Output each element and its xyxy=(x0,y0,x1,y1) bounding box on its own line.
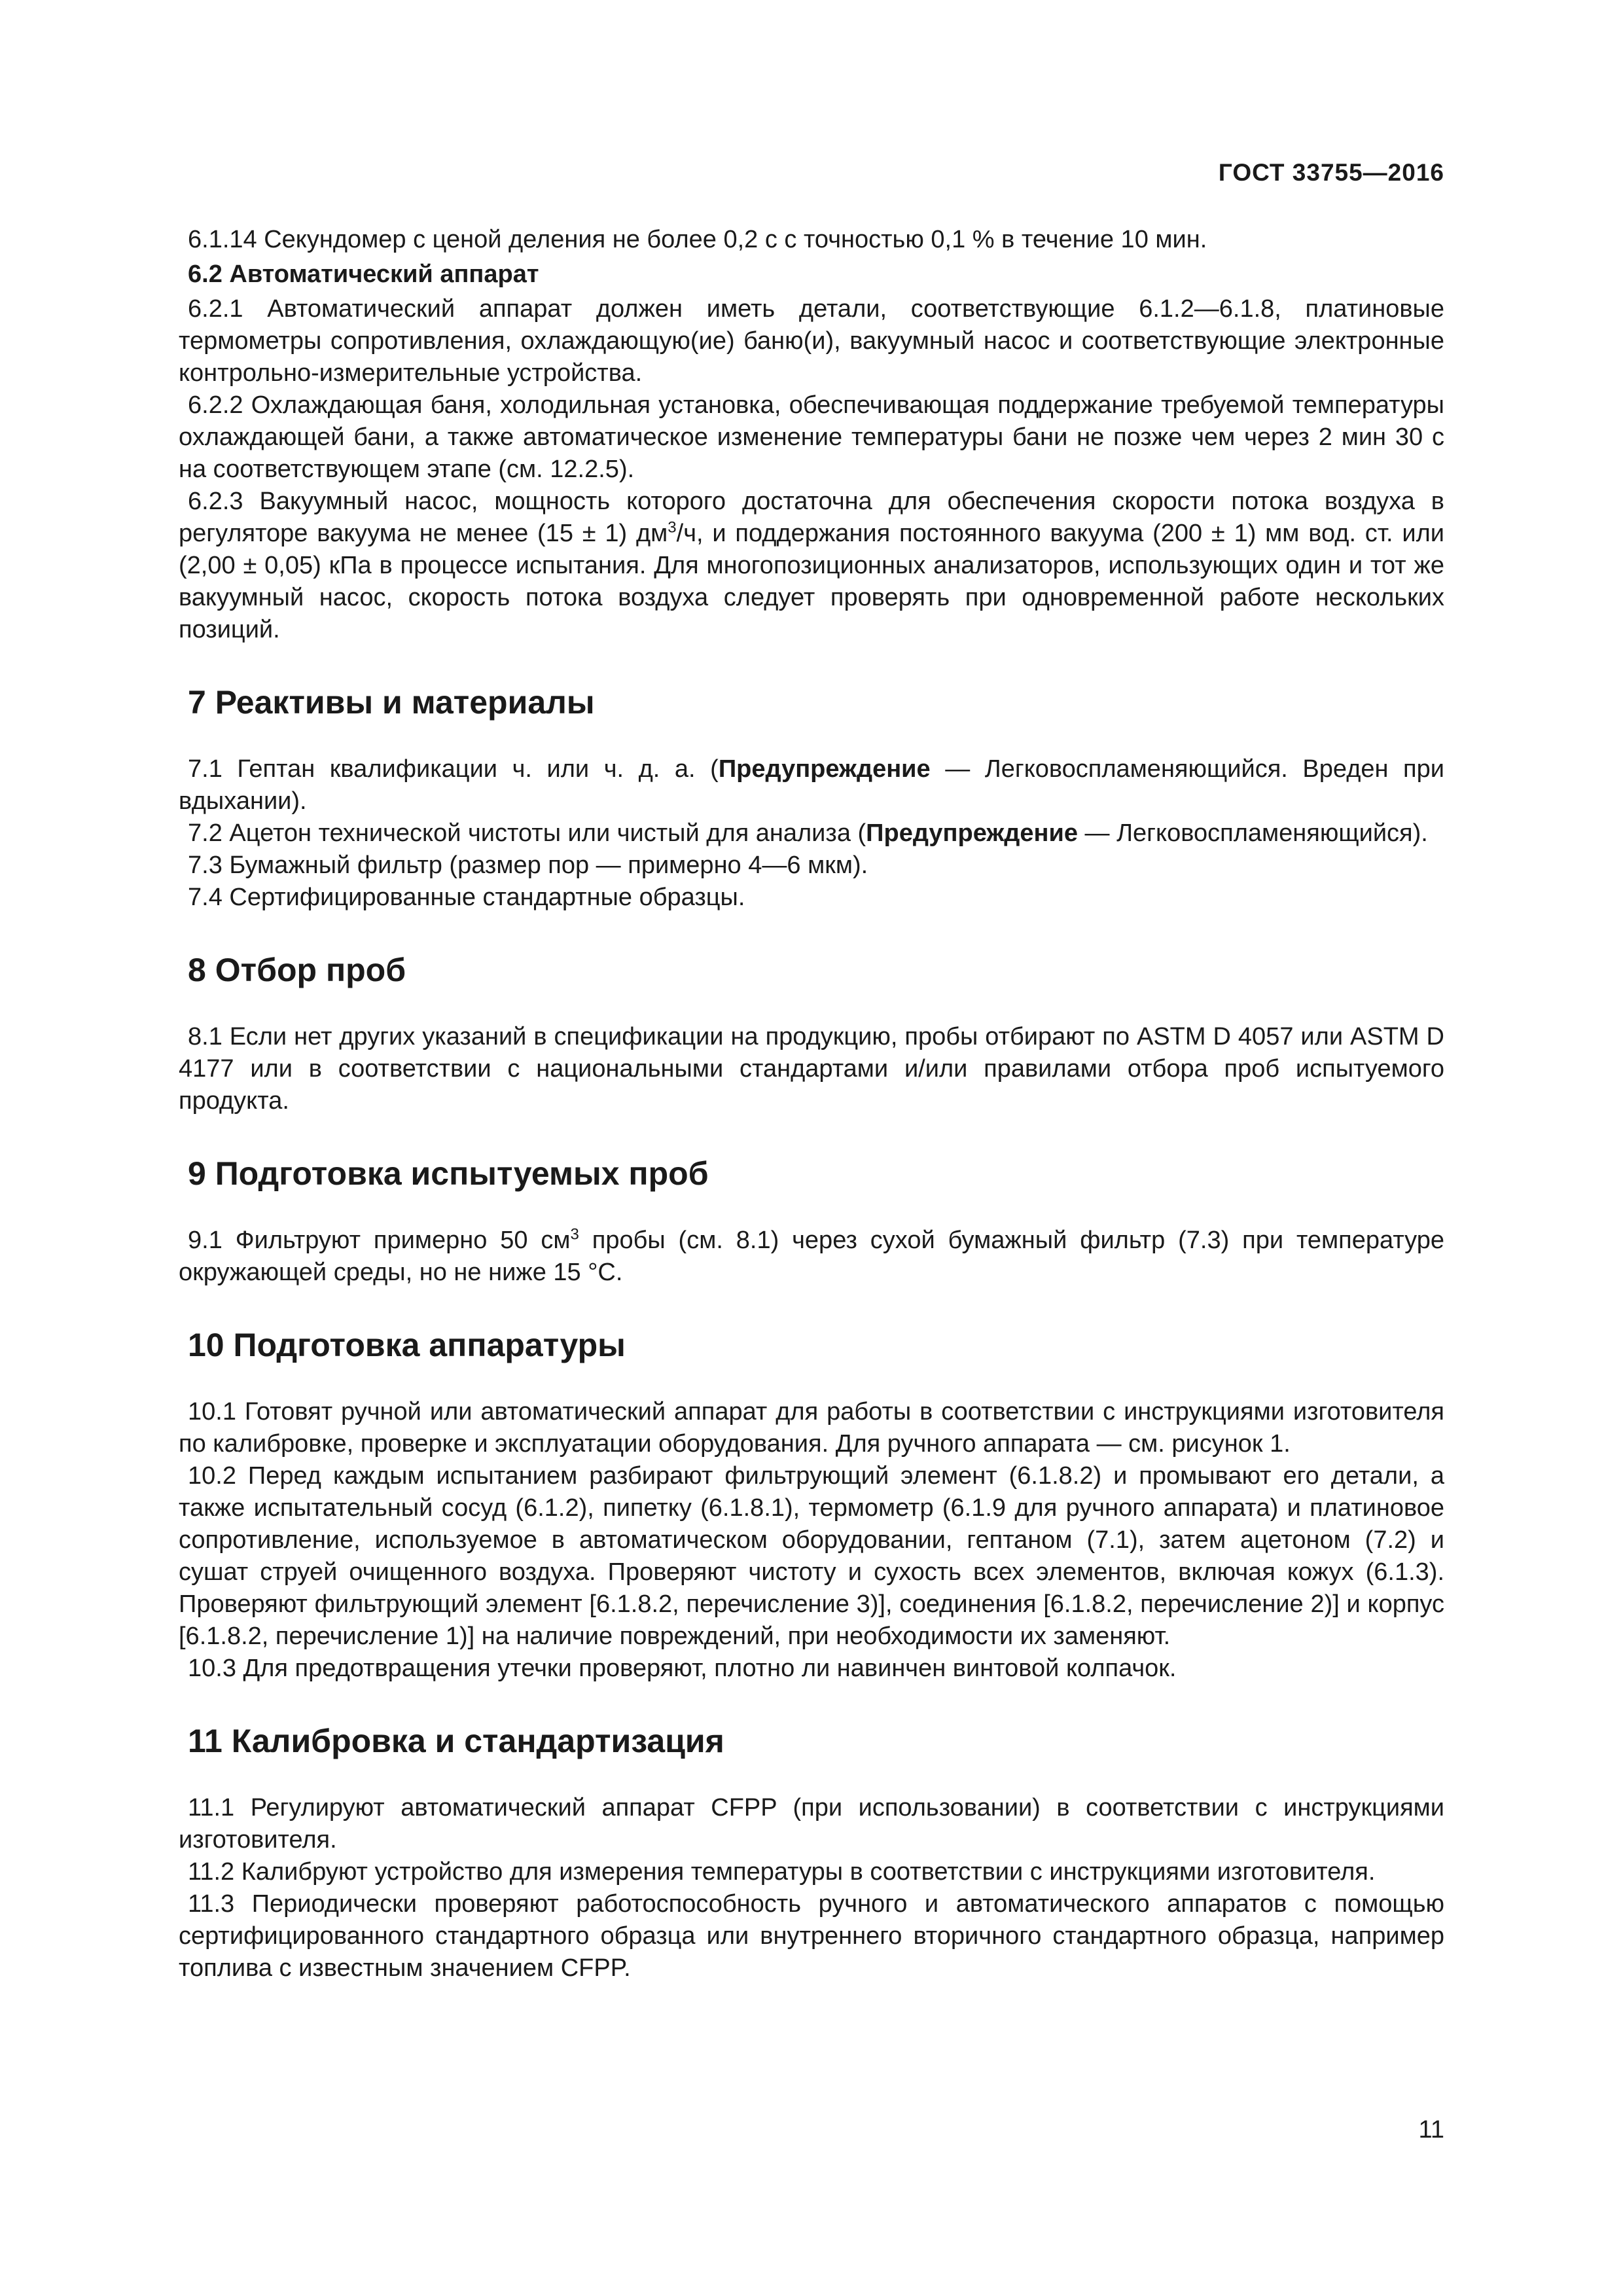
subsection-heading-6-2: 6.2 Автоматический аппарат xyxy=(188,260,539,288)
paragraph-6-2-3-part-b: /ч, и поддержания постоянного вакуума (200 ± 1) мм вод. ст. или (2,00 ± 0,05) кПа в процессе испытания. Для многопозиционных анализаторов, использующих один и тот же вакуумный насос, скорость потока воздуха следует проверять при одновременной работе нескольких позиций. xyxy=(179,520,1444,643)
superscript-cubic: 3 xyxy=(570,1225,579,1244)
paragraph-11-3: 11.3 Периодически проверяют работоспособность ручного и автоматического аппаратов с помощью сертифицированного стандартного образца или внутреннего вторичного стандартного образца, например топлива с известным значением CFPP. xyxy=(179,1890,1444,1982)
section-title-11: 11 Калибровка и стандартизация xyxy=(188,1723,724,1759)
paragraph-11-1: 11.1 Регулируют автоматический аппарат CFPP (при использовании) в соответствии с инструкциями изготовителя. xyxy=(179,1794,1445,1854)
section-title-9: 9 Подготовка испытуемых проб xyxy=(188,1155,709,1192)
paragraph-10-3: 10.3 Для предотвращения утечки проверяют, плотно ли навинчен винтовой колпачок. xyxy=(188,1655,1177,1682)
paragraph-6-2-3-part-a: 6.2.3 Вакуумный насос, мощность которого достаточна для обеспечения скорости потока воздуха в регуляторе вакуума не менее (15 ± 1) дм xyxy=(179,488,1444,547)
warning-label: Предупреждение xyxy=(866,819,1078,847)
paragraph-8-1: 8.1 Если нет других указаний в спецификации на продукцию, пробы отбирают по ASTM D 4057 или ASTM D 4177 или в соответствии с национальными стандартами и/или правилами отбора проб испытуемого продукта. xyxy=(179,1023,1444,1115)
paragraph-10-1: 10.1 Готовят ручной или автоматический аппарат для работы в соответствии с инструкциями изготовителя по калибровке, проверке и эксплуатации оборудования. Для ручного аппарата — см. рисунок 1. xyxy=(179,1398,1444,1458)
paragraph-7-1-part-a: 7.1 Гептан квалификации ч. или ч. д. а. ( xyxy=(188,755,719,783)
page-number: 11 xyxy=(1418,2116,1444,2144)
paragraph-6-2-1: 6.2.1 Автоматический аппарат должен иметь детали, соответствующие 6.1.2—6.1.8, платиновые термометры сопротивления, охлаждающую(ие) баню(и), вакуумный насос и соответствующие электронные контрольно-измерительные устройства. xyxy=(179,295,1444,387)
paragraph-9-1 xyxy=(179,1225,1444,1289)
paragraph-9-1-part-a: 9.1 Фильтруют примерно 50 см xyxy=(188,1227,571,1254)
paragraph-10-2: 10.2 Перед каждым испытанием разбирают фильтрующий элемент (6.1.8.2) и промывают его детали, а также испытательный сосуд (6.1.2), пипетку (6.1.8.1), термометр (6.1.9 для ручного аппарата) и платиновое сопротивление, используемое в автоматическом оборудовании, гептаном (7.1), затем ацетоном (7.2) и сушат струей очищенного воздуха. Проверяют чистоту и сухость всех элементов, включая кожух (6.1.3). Проверяют фильтрующий элемент [6.1.8.2, перечисление 3)], соединения [6.1.8.2, перечисление 2)] и корпус [6.1.8.2, перечисление 1)] на наличие повреждений, при необходимости их заменяют. xyxy=(179,1462,1444,1650)
section-title-10: 10 Подготовка аппаратуры xyxy=(188,1327,626,1363)
paragraph-6-1-14: 6.1.14 Секундомер с ценой деления не более 0,2 с с точностью 0,1 % в течение 10 мин. xyxy=(188,226,1207,253)
paragraph-11-2: 11.2 Калибруют устройство для измерения температуры в соответствии с инструкциями изготовителя. xyxy=(188,1858,1376,1886)
paragraph-7-2-part-b: — Легковоспламеняющийся). xyxy=(1078,819,1428,847)
paragraph-7-3: 7.3 Бумажный фильтр (размер пор — примерно 4—6 мкм). xyxy=(188,852,868,879)
paragraph-6-2-2: 6.2.2 Охлаждающая баня, холодильная установка, обеспечивающая поддержание требуемой температуры охлаждающей бани, а также автоматическое изменение температуры бани не позже чем через 2 мин 30 с на соответствующем этапе (см. 12.2.5). xyxy=(179,391,1444,483)
section-title-8: 8 Отбор проб xyxy=(188,952,406,988)
paragraph-7-2 xyxy=(179,817,1444,850)
paragraph-9-1-part-b: пробы (см. 8.1) через сухой бумажный фильтр (7.3) при температуре окружающей среды, но не ниже 15 °С. xyxy=(179,1227,1444,1286)
document-code: ГОСТ 33755—2016 xyxy=(1218,159,1444,186)
paragraph-7-1-part-b: — Легковоспламеняющийся. Вреден при вдыхании). xyxy=(179,755,1444,815)
paragraph-6-2-3 xyxy=(179,486,1444,646)
warning-label: Предупреждение xyxy=(718,755,931,783)
document-body xyxy=(179,224,1444,1984)
paragraph-7-1 xyxy=(179,753,1444,817)
section-title-7: 7 Реактивы и материалы xyxy=(188,684,595,721)
paragraph-7-2-part-a: 7.2 Ацетон технической чистоты или чистый для анализа ( xyxy=(188,819,866,847)
paragraph-7-4: 7.4 Сертифицированные стандартные образцы. xyxy=(188,884,745,911)
superscript-cubic: 3 xyxy=(668,518,677,537)
